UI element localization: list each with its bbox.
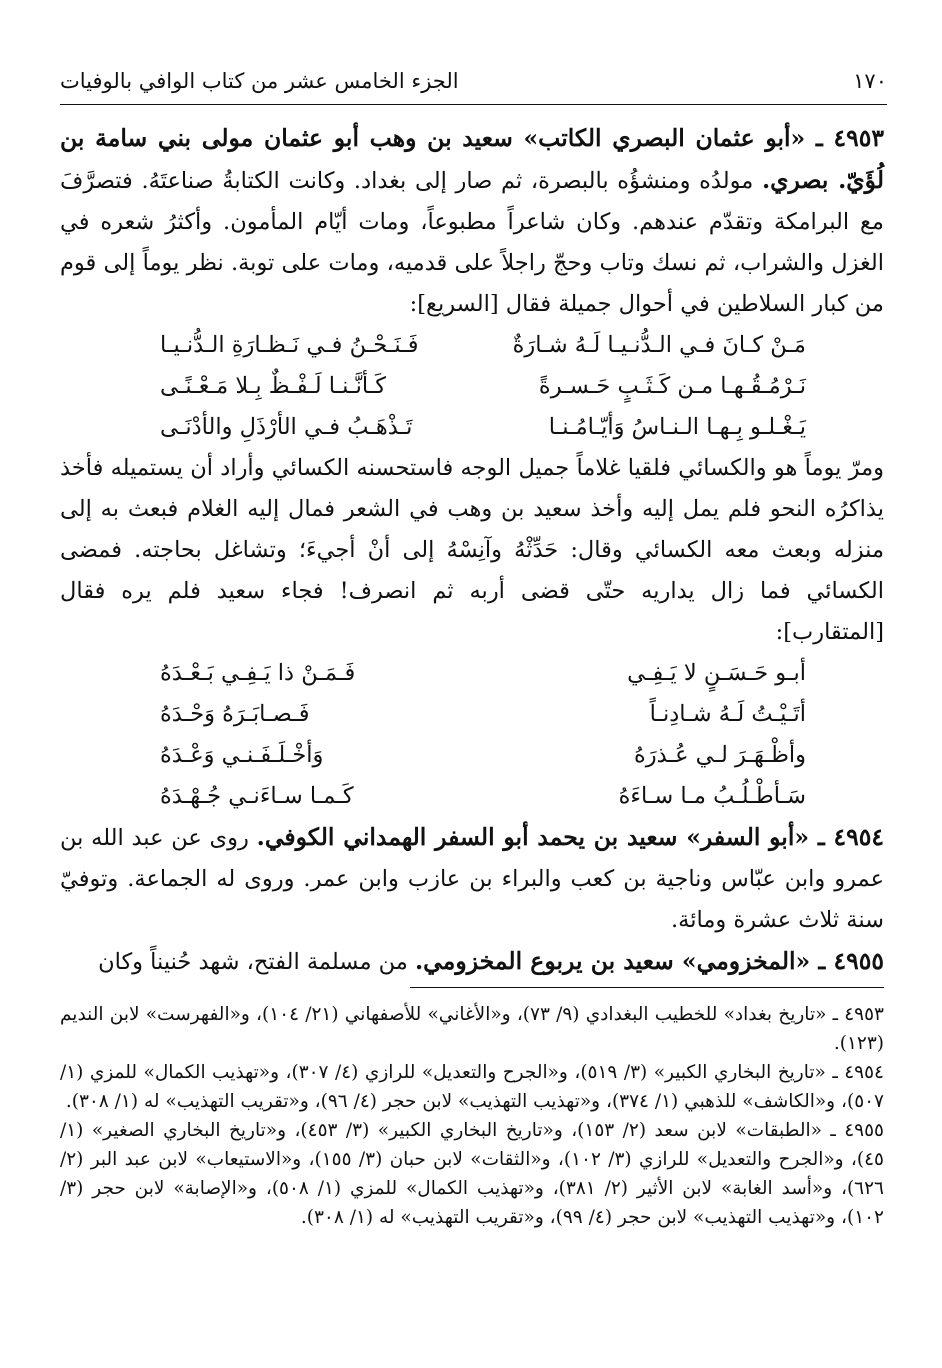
verse-first-hemistich: نَـرْمُـقُـهـا مـن كَـثَـبٍ حَـسـرةً xyxy=(538,373,806,399)
verse-first-hemistich: أبـو حَـسَـنٍ لا يَـفِـي xyxy=(627,660,806,686)
verse-line xyxy=(60,776,884,817)
verse-second-hemistich: فَـمَـنْ ذا يَـفِـي بَـعْـدَهُ xyxy=(160,660,356,686)
verse-first-hemistich: وأظْـهَـرَ لـي عُـذرَهُ xyxy=(634,742,806,768)
verse-second-hemistich: كَـمـا سـاءَنـي جُـهْـدَهُ xyxy=(160,783,354,809)
verse-line xyxy=(60,735,884,776)
footnote-divider xyxy=(410,987,884,988)
running-title: الجزء الخامس عشر من كتاب الوافي بالوفيات xyxy=(60,69,459,93)
verse-second-hemistich: وَأخْـلَـفَـنـي وَعْـدَهُ xyxy=(160,742,324,768)
footnote-4954: ٤٩٥٤ ـ «تاريخ البخاري الكبير» (٣/ ٥١٩)، و«الجرح والتعديل» للرازي (٤/ ٣٠٧)، و«تهذيب الكمال» للمزي (١/ ٥٠٧)، و«الكاشف» للذهبي (١/ ٣٧٤)، و«تهذيب التهذيب» لابن حجر (٤/ ٩٦)، و«تقريب التهذيب» له (١/ ٣٠٨). xyxy=(60,1062,884,1112)
verse-first-hemistich: أتَـيْـتُ لَـهُ شـادِنـاً xyxy=(649,701,806,727)
verse-line xyxy=(60,653,884,694)
footnote-4953: ٤٩٥٣ ـ «تاريخ بغداد» للخطيب البغدادي (٩/ ٧٣)، و«الأغاني» للأصفهاني (٢١/ ١٠٤)، و«الفهرست» لابن النديم (١٢٣). xyxy=(60,1004,884,1054)
verse-second-hemistich: كَـأنَّـنـا لَـفْـظٌ بِـلا مَـعْـنًـى xyxy=(160,373,386,399)
page-header xyxy=(60,58,887,104)
poem-sari xyxy=(60,325,884,448)
verse-line xyxy=(60,325,884,366)
entry-4953-heading: ٤٩٥٣ ـ «أبو عثمان البصري الكاتب» سعيد بن وهب أبو عثمان مولى بني سامة بن لُؤَيّ. بصري. xyxy=(60,124,884,194)
footnotes xyxy=(60,1000,884,1232)
verse-second-hemistich: تَـذْهَـبُ فـي الأرْذَلِ والأدْنَـى xyxy=(160,414,413,440)
verse-line xyxy=(60,694,884,735)
entry-4953 xyxy=(60,118,884,325)
verse-line xyxy=(60,366,884,407)
entry-4953-text: مولدُه ومنشؤُه بالبصرة، ثم صار إلى بغداد. وكانت الكتابةُ صناعتَهُ. فتصرَّفَ مع البرامكة وتقدّم عندهم. وكان شاعراً مطبوعاً، ومات أيّام المأمون. وأكثرُ شعره في الغزل والشراب، ثم نسك وتاب وحجّ راجلاً على قدميه، ومات على توبة. نظر يوماً إلى قوم من كبار السلاطين في أحوال جميلة فقال [السريع]: xyxy=(60,168,884,317)
entry-4955 xyxy=(60,941,884,983)
verse-second-hemistich: فَـنَـحْـنُ فـي نَـظـارَةِ الـدُّنـيـا xyxy=(160,332,419,358)
entry-4954-text: روى عن عبد الله بن عمرو وابن عبّاس وناجية بن كعب والبراء بن عازب وابن عمر. وروى له الجماعة. وتوفيّ سنة ثلاث عشرة ومائة. xyxy=(60,825,884,933)
entry-4953-anecdote: ومرّ يوماً هو والكسائي فلقيا غلاماً جميل الوجه فاستحسنه الكسائي وأراد أن يستميله فأخذ يذاكرُه النحو فلم يمل إليه وأخذ سعيد بن وهب في الشعر فمال إليه الغلام فبعث به إلى منزله وبعث معه الكسائي وقال: حَدِّثْهُ وآنِسْهُ إلى أنْ أجيءَ؛ وتشاغل بحاجته. فمضى الكسائي فما زال يداريه حتّى قضى أربه ثم انصرف! فجاء سعيد فلم يره فقال [المتقارب]: xyxy=(60,455,884,645)
verse-second-hemistich: فَـصـابَـرَهُ وَحْـدَهُ xyxy=(160,701,310,727)
entry-4955-text: من مسلمة الفتح، شهد حُنيناً وكان xyxy=(98,949,408,975)
verse-first-hemistich: سَـأطْـلُـبُ مـا سـاءَهُ xyxy=(618,783,806,809)
header-divider xyxy=(60,104,887,105)
poem-mutaqarib xyxy=(60,653,884,817)
entry-4955-heading: ٤٩٥٥ ـ «المخزومي» سعيد بن يربوع المخزومي. xyxy=(415,947,884,975)
verse-first-hemistich: مَـنْ كـانَ فـي الـدُّنـيـا لَـهُ شـارَةٌ xyxy=(512,332,806,358)
entry-4954 xyxy=(60,817,884,941)
entry-4954-heading: ٤٩٥٤ ـ «أبو السفر» سعيد بن يحمد أبو السفر الهمداني الكوفي. xyxy=(256,823,884,851)
page-number: ١٧٠ xyxy=(853,69,887,93)
verse-first-hemistich: يَـغْـلـو بِـهـا الـنـاسُ وَأيّـامُـنـا xyxy=(548,414,806,440)
footnote-4955: ٤٩٥٥ ـ «الطبقات» لابن سعد (٢/ ١٥٣)، و«تاريخ البخاري الكبير» (٣/ ٤٥٣)، و«تاريخ البخاري الصغير» (١/ ٤٥)، و«الجرح والتعديل» للرازي (٣/ ١٠٢)، و«الثقات» لابن حبان (٣/ ١٥٥)، و«الاستيعاب» لابن عبد البر (٢/ ٦٢٦)، و«أسد الغابة» لابن الأثير (٢/ ٣٨١)، و«تهذيب الكمال» للمزي (١/ ٥٠٨)، و«الإصابة» لابن حجر (٣/ ١٠٢)، و«تهذيب التهذيب» لابن حجر (٤/ ٩٩)، و«تقريب التهذيب» له (١/ ٣٠٨). xyxy=(60,1120,884,1228)
main-text xyxy=(60,118,884,983)
verse-line xyxy=(60,407,884,448)
